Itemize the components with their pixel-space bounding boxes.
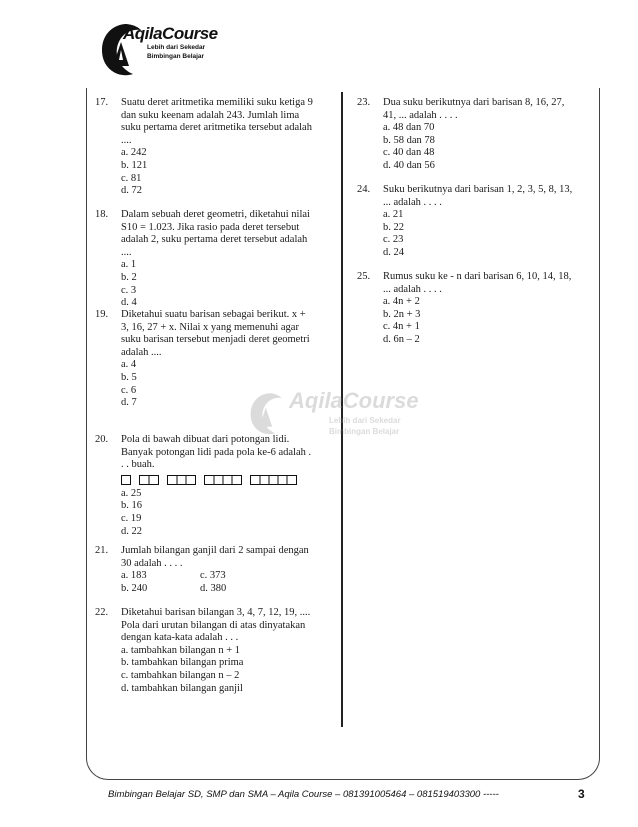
pattern-2: [139, 475, 159, 485]
answer-option: d. 22: [121, 525, 142, 537]
question-line: Pola di bawah dibuat dari potongan lidi.: [121, 434, 290, 445]
question-line: suku barisan tersebut menjadi deret geometri: [121, 334, 310, 346]
logo-tagline: Lebih dari Sekedar: [147, 44, 206, 51]
pattern-4: [204, 475, 242, 485]
answer-option: a. 21: [383, 209, 404, 221]
question-24: [357, 184, 587, 260]
question-line: Jumlah bilangan ganjil dari 2 sampai dengan: [121, 545, 309, 556]
question-line: ....: [121, 246, 132, 258]
question-number: 23.: [357, 97, 371, 108]
answer-option: c. 4n + 1: [383, 321, 420, 333]
answer-option: a. 183: [121, 570, 147, 582]
answer-option: a. tambahkan bilangan n + 1: [121, 644, 241, 656]
logo-title: AqilaCourse: [123, 24, 218, 43]
answer-option: b. 16: [121, 500, 142, 512]
answer-option: b. 121: [121, 159, 148, 171]
watermark-tagline: Lebih dari Sekedar: [329, 416, 401, 425]
answer-option: c. tambahkan bilangan n – 2: [121, 669, 240, 681]
answer-option: c. 373: [200, 570, 226, 582]
question-line: ... adalah . . . .: [383, 196, 442, 208]
answer-option: d. 72: [121, 185, 142, 197]
page-number: 3: [578, 787, 585, 801]
answer-option: b. 22: [383, 221, 404, 233]
answer-option: c. 40 dan 48: [383, 147, 435, 159]
answer-option: b. 2n + 3: [383, 308, 421, 320]
answer-option: d. 380: [200, 582, 227, 594]
answer-option: a. 4: [121, 359, 137, 371]
answer-option: c. 23: [383, 234, 404, 246]
pattern-1: [121, 475, 131, 485]
question-line: ... adalah . . . .: [383, 283, 442, 295]
answer-option: c. 19: [121, 512, 142, 524]
answer-option: a. 48 dan 70: [383, 122, 435, 134]
answer-option: a. 25: [121, 487, 142, 499]
question-number: 25.: [357, 271, 371, 282]
question-21: [95, 545, 325, 595]
logo-tagline-2: Bimbingan Belajar: [147, 53, 205, 60]
question-line: dengan kata-kata adalah . . .: [121, 632, 239, 644]
question-19: [95, 309, 325, 410]
answer-option: c. 3: [121, 284, 137, 296]
question-number: 19.: [95, 309, 109, 320]
question-number: 20.: [95, 434, 109, 445]
answer-option: b. 2: [121, 271, 137, 283]
question-23: [357, 97, 587, 173]
question-number: 24.: [357, 184, 371, 195]
question-line: dan suku keenam adalah 243. Jumlah lima: [121, 109, 300, 121]
answer-option: b. tambahkan bilangan prima: [121, 657, 244, 669]
answer-option: b. 240: [121, 582, 148, 594]
question-line: suku pertama deret aritmetika tersebut adalah: [121, 122, 312, 134]
answer-option: d. 4: [121, 297, 137, 309]
question-22: [95, 607, 325, 695]
answer-option: d. 40 dan 56: [383, 159, 435, 171]
answer-option: d. tambahkan bilangan ganjil: [121, 682, 243, 694]
question-line: Dalam sebuah deret geometri, diketahui nilai: [121, 209, 310, 220]
answer-option: a. 242: [121, 147, 147, 159]
question-line: 41, ... adalah . . . .: [383, 109, 458, 121]
question-line: Suku berikutnya dari barisan 1, 2, 3, 5, 8, 13,: [383, 184, 573, 195]
answer-option: b. 5: [121, 371, 137, 383]
question-line: Rumus suku ke - n dari barisan 6, 10, 14, 18,: [383, 271, 572, 282]
answer-option: c. 6: [121, 384, 137, 396]
question-line: . . buah.: [121, 459, 155, 471]
watermark-tagline-2: Bimbingan Belajar: [329, 427, 400, 436]
answer-option: a. 4n + 2: [383, 296, 420, 308]
question-number: 18.: [95, 209, 109, 220]
question-line: adalah ....: [121, 346, 162, 358]
answer-option: c. 81: [121, 172, 142, 184]
page-footer: Bimbingan Belajar SD, SMP dan SMA – Aqila Course – 081391005464 – 081519403300 -----: [108, 789, 499, 800]
answer-option: d. 24: [383, 246, 404, 258]
question-line: 3, 16, 27 + x. Nilai x yang memenuhi agar: [121, 321, 299, 333]
answer-option: d. 6n – 2: [383, 333, 420, 345]
answer-option: b. 58 dan 78: [383, 134, 435, 146]
question-number: 21.: [95, 545, 109, 556]
question-line: Banyak potongan lidi pada pola ke-6 adalah .: [121, 446, 312, 458]
question-line: S10 = 1.023. Jika rasio pada deret tersebut: [121, 221, 300, 233]
question-number: 22.: [95, 607, 109, 618]
question-line: Diketahui suatu barisan sebagai berikut. x +: [121, 309, 306, 320]
question-line: Dua suku berikutnya dari barisan 8, 16, 27,: [383, 97, 565, 108]
question-line: ....: [121, 134, 132, 146]
question-line: Diketahui barisan bilangan 3, 4, 7, 12, 19, ....: [121, 607, 311, 618]
matchstick-pattern: [121, 474, 325, 486]
aqila-course-logo: [95, 18, 225, 90]
question-number: 17.: [95, 97, 109, 108]
question-line: Suatu deret aritmetika memiliki suku ketiga 9: [121, 97, 313, 108]
question-25: [357, 271, 587, 347]
pattern-3: [167, 475, 196, 485]
question-line: 30 adalah . . . .: [121, 557, 183, 569]
answer-option: a. 1: [121, 259, 137, 271]
question-18: [95, 209, 325, 310]
watermark-title: AqilaCourse: [289, 388, 419, 413]
answer-option: d. 7: [121, 397, 137, 409]
question-17: [95, 97, 325, 198]
question-20: [95, 434, 325, 538]
question-line: Pola dari urutan bilangan di atas dinyatakan: [121, 619, 306, 631]
question-line: adalah 2, suku pertama deret tersebut adalah: [121, 234, 308, 246]
pattern-5: [250, 475, 297, 485]
